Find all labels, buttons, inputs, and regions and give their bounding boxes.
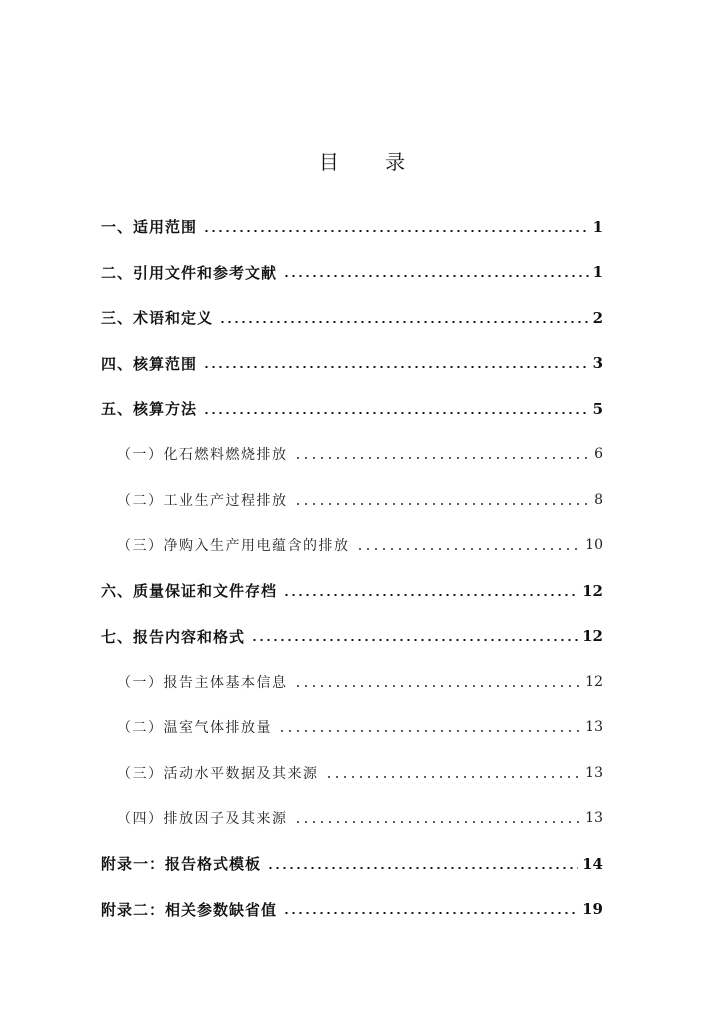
toc-entry-label: 五、核算方法 (101, 400, 198, 419)
toc-entry-label: 附录一：报告格式模板 (101, 855, 262, 874)
toc-subentry[interactable] (101, 750, 603, 796)
page-title: 目 录 (318, 150, 426, 174)
toc-leader-dots (251, 639, 578, 641)
toc-entry-label: 七、报告内容和格式 (101, 627, 246, 646)
toc-entry-label: （二）工业生产过程排放 (117, 492, 288, 509)
toc-leader-dots (356, 548, 582, 550)
toc-subentry[interactable] (101, 477, 603, 523)
toc-entry[interactable] (101, 341, 603, 387)
toc-entry-label: （二）温室气体排放量 (117, 720, 272, 737)
toc-entry-page: 13 (585, 764, 603, 781)
toc-entry-page: 13 (585, 719, 603, 736)
toc-subentry[interactable] (101, 523, 603, 569)
toc-entry-page: 13 (585, 810, 603, 827)
toc-entry-label: 二、引用文件和参考文献 (101, 263, 278, 282)
toc-entry-page: 1 (592, 263, 603, 282)
toc-leader-dots (283, 912, 578, 914)
toc-leader-dots (325, 776, 582, 778)
toc-leader-dots (203, 366, 589, 368)
toc-entry-page: 6 (594, 446, 603, 463)
toc-entry-page: 14 (582, 854, 603, 873)
toc-entry-label: （一）化石燃料燃烧排放 (117, 447, 288, 464)
toc-entry-label: （三）净购入生产用电蕴含的排放 (117, 538, 350, 555)
toc-entry[interactable] (101, 295, 603, 341)
toc-leader-dots (203, 230, 589, 232)
toc-entry-label: 一、适用范围 (101, 218, 198, 237)
toc-entry-page: 12 (582, 581, 603, 600)
toc-leader-dots (294, 503, 591, 505)
toc-leader-dots (294, 457, 591, 459)
toc-entry-page: 3 (592, 354, 603, 373)
toc-entry-label: 附录二：相关参数缺省值 (101, 900, 278, 919)
toc-entry-page: 1 (592, 217, 603, 236)
toc-entry-page: 10 (585, 537, 603, 554)
toc-entry-page: 2 (592, 308, 603, 327)
toc-subentry[interactable] (101, 432, 603, 478)
toc-leader-dots (278, 730, 581, 732)
toc-leader-dots (283, 275, 589, 277)
toc-entry[interactable] (101, 204, 603, 250)
toc-leader-dots (294, 821, 582, 823)
toc-entry-label: （三）活动水平数据及其来源 (117, 765, 319, 782)
toc-subentry[interactable] (101, 705, 603, 751)
toc-entry-page: 19 (582, 900, 603, 919)
toc-entry-page: 8 (594, 491, 603, 508)
toc-entry-page: 12 (582, 627, 603, 646)
toc-leader-dots (294, 685, 582, 687)
toc-subentry[interactable] (101, 659, 603, 705)
toc-entry[interactable] (101, 841, 603, 887)
toc-leader-dots (219, 321, 589, 323)
toc-leader-dots (203, 412, 589, 414)
toc-entry-label: （一）报告主体基本信息 (117, 674, 288, 691)
toc-entry-label: 三、术语和定义 (101, 309, 214, 328)
toc-entry-label: 四、核算范围 (101, 354, 198, 373)
toc-entry-page: 5 (592, 399, 603, 418)
toc-entry[interactable] (101, 614, 603, 660)
toc-entry[interactable] (101, 568, 603, 614)
toc-leader-dots (283, 594, 578, 596)
toc-subentry[interactable] (101, 796, 603, 842)
toc-entry-label: （四）排放因子及其来源 (117, 811, 288, 828)
toc-entry[interactable] (101, 250, 603, 296)
toc-entry-page: 12 (585, 673, 603, 690)
toc-entry[interactable] (101, 887, 603, 933)
toc-entry-label: 六、质量保证和文件存档 (101, 582, 278, 601)
toc-leader-dots (267, 867, 578, 869)
toc-entry[interactable] (101, 386, 603, 432)
table-of-contents (101, 204, 603, 932)
